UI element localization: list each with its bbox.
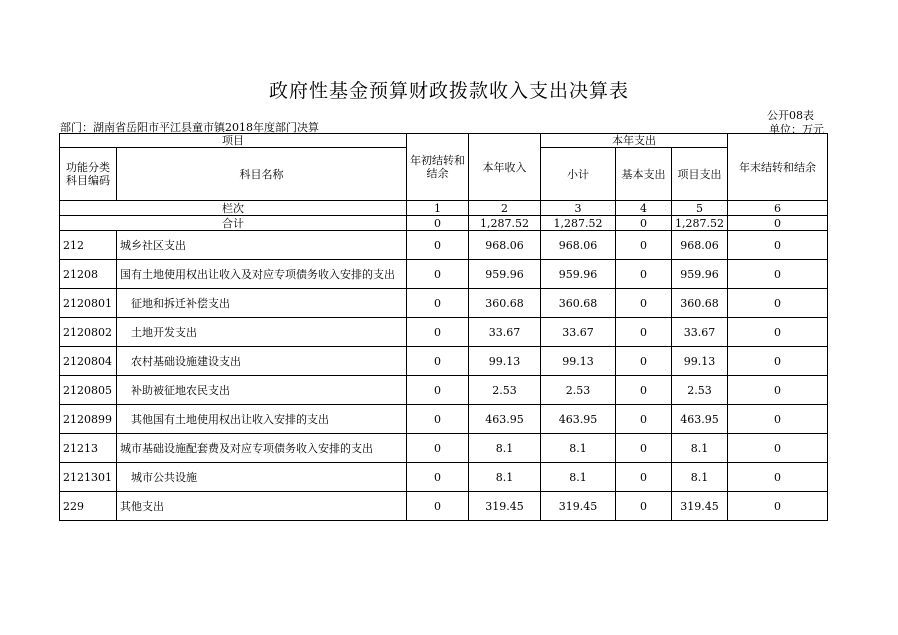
table-row xyxy=(60,260,828,289)
page-title: 政府性基金预算财政拨款收入支出决算表 xyxy=(268,80,629,102)
value-cell: 8.1 xyxy=(469,434,541,463)
form-number: 公开08表 xyxy=(767,109,814,122)
header-project-exp: 项目支出 xyxy=(672,148,728,201)
table-row xyxy=(60,463,828,492)
value-cell: 0 xyxy=(616,405,672,434)
value-cell: 0 xyxy=(616,231,672,260)
code-cell: 2120805 xyxy=(60,376,117,405)
total-cell: 0 xyxy=(616,216,672,231)
total-row xyxy=(60,216,828,231)
value-cell: 959.96 xyxy=(541,260,616,289)
table-row xyxy=(60,405,828,434)
value-cell: 99.13 xyxy=(541,347,616,376)
value-cell: 2.53 xyxy=(469,376,541,405)
value-cell: 360.68 xyxy=(469,289,541,318)
code-cell: 212 xyxy=(60,231,117,260)
value-cell: 0 xyxy=(407,376,469,405)
value-cell: 2.53 xyxy=(541,376,616,405)
department-label: 部门：湖南省岳阳市平江县童市镇2018年度部门决算 xyxy=(60,121,319,134)
value-cell: 959.96 xyxy=(672,260,728,289)
header-subject-name: 科目名称 xyxy=(117,148,407,201)
value-cell: 959.96 xyxy=(469,260,541,289)
value-cell: 0 xyxy=(407,231,469,260)
value-cell: 2.53 xyxy=(672,376,728,405)
code-cell: 2120802 xyxy=(60,318,117,347)
code-cell: 2121301 xyxy=(60,463,117,492)
header-begin-balance: 年初结转和结余 xyxy=(407,134,469,201)
value-cell: 0 xyxy=(407,405,469,434)
name-cell: 土地开发支出 xyxy=(117,318,407,347)
value-cell: 0 xyxy=(407,463,469,492)
value-cell: 0 xyxy=(407,434,469,463)
index-cell: 6 xyxy=(728,201,828,216)
value-cell: 0 xyxy=(728,405,828,434)
total-cell: 1,287.52 xyxy=(672,216,728,231)
index-row xyxy=(60,201,828,216)
header-row-1 xyxy=(60,134,828,148)
index-label: 栏次 xyxy=(60,201,407,216)
total-cell: 0 xyxy=(728,216,828,231)
value-cell: 0 xyxy=(407,318,469,347)
value-cell: 0 xyxy=(407,347,469,376)
value-cell: 463.95 xyxy=(672,405,728,434)
value-cell: 33.67 xyxy=(672,318,728,347)
value-cell: 968.06 xyxy=(672,231,728,260)
table-row xyxy=(60,492,828,521)
value-cell: 0 xyxy=(616,260,672,289)
value-cell: 0 xyxy=(728,463,828,492)
index-cell: 1 xyxy=(407,201,469,216)
value-cell: 0 xyxy=(728,376,828,405)
name-cell: 城市基础设施配套费及对应专项债务收入安排的支出 xyxy=(117,434,407,463)
value-cell: 0 xyxy=(728,260,828,289)
header-basic: 基本支出 xyxy=(616,148,672,201)
value-cell: 0 xyxy=(728,434,828,463)
value-cell: 463.95 xyxy=(469,405,541,434)
unit-label: 单位：万元 xyxy=(769,123,824,136)
value-cell: 33.67 xyxy=(541,318,616,347)
code-cell: 2120801 xyxy=(60,289,117,318)
table-row xyxy=(60,231,828,260)
total-cell: 1,287.52 xyxy=(469,216,541,231)
value-cell: 99.13 xyxy=(672,347,728,376)
code-cell: 229 xyxy=(60,492,117,521)
table-row xyxy=(60,289,828,318)
value-cell: 360.68 xyxy=(541,289,616,318)
value-cell: 319.45 xyxy=(541,492,616,521)
value-cell: 463.95 xyxy=(541,405,616,434)
value-cell: 33.67 xyxy=(469,318,541,347)
name-cell: 城乡社区支出 xyxy=(117,231,407,260)
header-expense-group: 本年支出 xyxy=(541,134,728,148)
code-cell: 2120804 xyxy=(60,347,117,376)
value-cell: 319.45 xyxy=(469,492,541,521)
header-income: 本年收入 xyxy=(469,134,541,201)
index-cell: 2 xyxy=(469,201,541,216)
name-cell: 其他支出 xyxy=(117,492,407,521)
total-cell: 0 xyxy=(407,216,469,231)
table-row xyxy=(60,318,828,347)
name-cell: 农村基础设施建设支出 xyxy=(117,347,407,376)
name-cell: 补助被征地农民支出 xyxy=(117,376,407,405)
table-row xyxy=(60,376,828,405)
value-cell: 0 xyxy=(728,231,828,260)
value-cell: 968.06 xyxy=(541,231,616,260)
value-cell: 0 xyxy=(407,289,469,318)
value-cell: 0 xyxy=(616,376,672,405)
value-cell: 0 xyxy=(407,260,469,289)
value-cell: 968.06 xyxy=(469,231,541,260)
value-cell: 0 xyxy=(616,434,672,463)
value-cell: 8.1 xyxy=(541,463,616,492)
name-cell: 其他国有土地使用权出让收入安排的支出 xyxy=(117,405,407,434)
index-cell: 4 xyxy=(616,201,672,216)
value-cell: 0 xyxy=(616,463,672,492)
header-subtotal: 小计 xyxy=(541,148,616,201)
table-row xyxy=(60,434,828,463)
name-cell: 征地和拆迁补偿支出 xyxy=(117,289,407,318)
value-cell: 8.1 xyxy=(541,434,616,463)
value-cell: 0 xyxy=(728,289,828,318)
code-cell: 2120899 xyxy=(60,405,117,434)
total-label: 合计 xyxy=(60,216,407,231)
value-cell: 0 xyxy=(616,318,672,347)
value-cell: 0 xyxy=(616,492,672,521)
value-cell: 0 xyxy=(728,347,828,376)
value-cell: 0 xyxy=(407,492,469,521)
index-cell: 5 xyxy=(672,201,728,216)
name-cell: 城市公共设施 xyxy=(117,463,407,492)
value-cell: 99.13 xyxy=(469,347,541,376)
index-cell: 3 xyxy=(541,201,616,216)
value-cell: 8.1 xyxy=(469,463,541,492)
header-project: 项目 xyxy=(60,134,407,148)
name-cell: 国有土地使用权出让收入及对应专项债务收入安排的支出 xyxy=(117,260,407,289)
code-cell: 21213 xyxy=(60,434,117,463)
total-cell: 1,287.52 xyxy=(541,216,616,231)
value-cell: 360.68 xyxy=(672,289,728,318)
table-row xyxy=(60,347,828,376)
value-cell: 0 xyxy=(728,492,828,521)
value-cell: 8.1 xyxy=(672,463,728,492)
code-cell: 21208 xyxy=(60,260,117,289)
header-func-code: 功能分类科目编码 xyxy=(60,148,117,201)
value-cell: 319.45 xyxy=(672,492,728,521)
value-cell: 0 xyxy=(616,289,672,318)
budget-table xyxy=(59,133,828,521)
value-cell: 8.1 xyxy=(672,434,728,463)
header-end-balance: 年末结转和结余 xyxy=(728,134,828,201)
value-cell: 0 xyxy=(616,347,672,376)
value-cell: 0 xyxy=(728,318,828,347)
